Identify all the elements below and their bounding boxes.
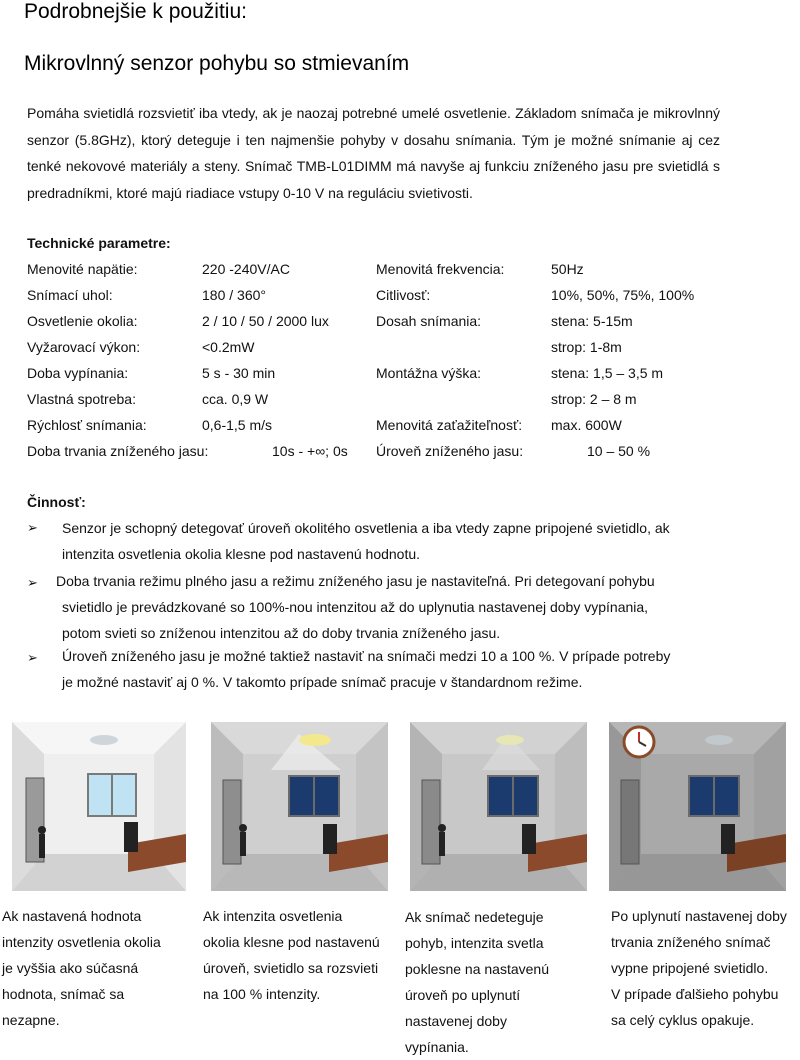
ceiling-light [299, 734, 331, 746]
list-item: Úroveň zníženého jasu je možné taktiež nastaviť na snímači medzi 10 a 100 %. V prípade potreby je možné nastaviť aj 0 %. V takomto prípade snímač pracuje v štandardnom režime. [62, 648, 671, 690]
page-title: Podrobnejšie k použitiu: [24, 0, 247, 23]
activity-title: Činnosť: [27, 494, 86, 510]
param-value: 0,6-1,5 m/s [202, 417, 273, 433]
bullet-icon: ➢ [27, 650, 38, 665]
door [621, 780, 639, 864]
param-label: Úroveň zníženého jasu: [376, 443, 524, 459]
param-value: 180 / 360° [202, 287, 266, 303]
person [239, 824, 247, 832]
param-value: cca. 0,9 W [202, 391, 269, 407]
param-label: Menovitá zaťažiteľnosť: [376, 417, 523, 433]
room-illustration [211, 722, 388, 891]
scene-full-light-room [211, 722, 388, 891]
door [422, 780, 440, 864]
param-label: Citlivosť: [376, 287, 431, 303]
param-value: <0.2mW [202, 339, 255, 355]
param-label: Montážna výška: [376, 365, 482, 381]
param-value: 50Hz [551, 261, 584, 277]
param-label: Snímací uhol: [27, 287, 113, 303]
intro-paragraph: Pomáha svietidlá rozsvietiť iba vtedy, ak je naozaj potrebné umelé osvetlenie. Základom snímača je mikrovlnný senzor (5.8GHz), ktorý deteguje i ten najmenšie pohyby v dosahu snímania. Tým je možné snímanie aj cez tenké nekovové materiály a steny. Snímač TMB-L01DIMM má navyše aj funkciu zníženého jasu pre svietidlá s predradníkmi, ktoré majú riadiace vstupy 0-10 V na reguláciu svietivosti. [27, 105, 720, 201]
door [223, 780, 241, 864]
room-illustration [609, 722, 786, 891]
chair [124, 822, 138, 852]
caption-scene-2: Ak intenzita osvetlenia okolia klesne pod nastavenú úroveň, svietidlo sa rozsvieti na 100 % intenzity. [203, 908, 380, 1002]
param-label: Doba trvania zníženého jasu: [27, 443, 209, 459]
param-value: 10 – 50 % [587, 443, 651, 459]
room-illustration [12, 722, 186, 891]
ceiling-light [90, 735, 118, 745]
bullet-icon: ➢ [27, 575, 38, 590]
product-title: Mikrovlnný senzor pohybu so stmievaním [24, 52, 410, 75]
param-label: Osvetlenie okolia: [27, 313, 138, 329]
param-value: 10s - +∞; 0s [272, 443, 348, 459]
chair [721, 824, 735, 854]
room-illustration [410, 722, 587, 891]
param-label: Menovitá frekvencia: [376, 261, 505, 277]
param-label: Menovité napätie: [27, 261, 138, 277]
param-label: Rýchlosť snímania: [27, 417, 147, 433]
tech-params-title: Technické parametre: [27, 235, 171, 251]
param-value: strop: 2 – 8 m [551, 391, 637, 407]
person [38, 826, 46, 834]
list-item: Doba trvania režimu plného jasu a režimu zníženého jasu je nastaviteľná. Pri detegovaní pohybu svietidlo je prevádzkované so 100%-nou intenzitou až do uplynutia nastavenej doby vypínania, potom svieti so zníženou intenzitou až do doby trvania zníženého jasu. [56, 573, 655, 641]
ceiling-light [496, 735, 524, 745]
bullet-icon: ➢ [27, 520, 38, 535]
param-value: max. 600W [551, 417, 622, 433]
param-value: 2 / 10 / 50 / 2000 lux [202, 313, 329, 329]
caption-scene-1: Ak nastavená hodnota intenzity osvetlenia okolia je vyššia ako súčasná hodnota, snímač sa nezapne. [2, 908, 161, 1028]
caption-scene-3: Ak snímač nedeteguje pohyb, intenzita svetla poklesne na nastavenú úroveň po uplynutí nastavenej doby vypínania. [405, 909, 549, 1055]
param-value: 5 s - 30 min [202, 365, 276, 381]
caption-scene-4: Po uplynutí nastavenej doby trvania zníženého snímač vypne pripojené svietidlo. V prípade ďalšieho pohybu sa celý cyklus opakuje. [611, 908, 787, 1028]
param-value: stena: 1,5 – 3,5 m [551, 365, 664, 381]
scene-dimmed-light-room [410, 722, 587, 891]
param-label: Vyžarovací výkon: [27, 339, 141, 355]
chair [522, 824, 536, 854]
ceiling-light [705, 735, 733, 745]
param-value: 10%, 50%, 75%, 100% [551, 287, 695, 303]
param-label: Dosah snímania: [376, 313, 482, 329]
person [438, 824, 446, 832]
list-item: Senzor je schopný detegovať úroveň okolitého osvetlenia a iba vtedy zapne pripojené svietidlo, ak intenzita osvetlenia okolia klesne pod nastavenú hodnotu. [62, 520, 670, 562]
param-label: Vlastná spotreba: [27, 391, 136, 407]
scene-off-light-room [609, 722, 786, 891]
param-value: 220 -240V/AC [202, 261, 290, 277]
param-value: stena: 5-15m [551, 313, 633, 329]
chair [323, 824, 337, 854]
param-label: Doba vypínania: [27, 365, 129, 381]
scene-daylight-room [12, 722, 186, 891]
param-value: strop: 1-8m [551, 339, 622, 355]
